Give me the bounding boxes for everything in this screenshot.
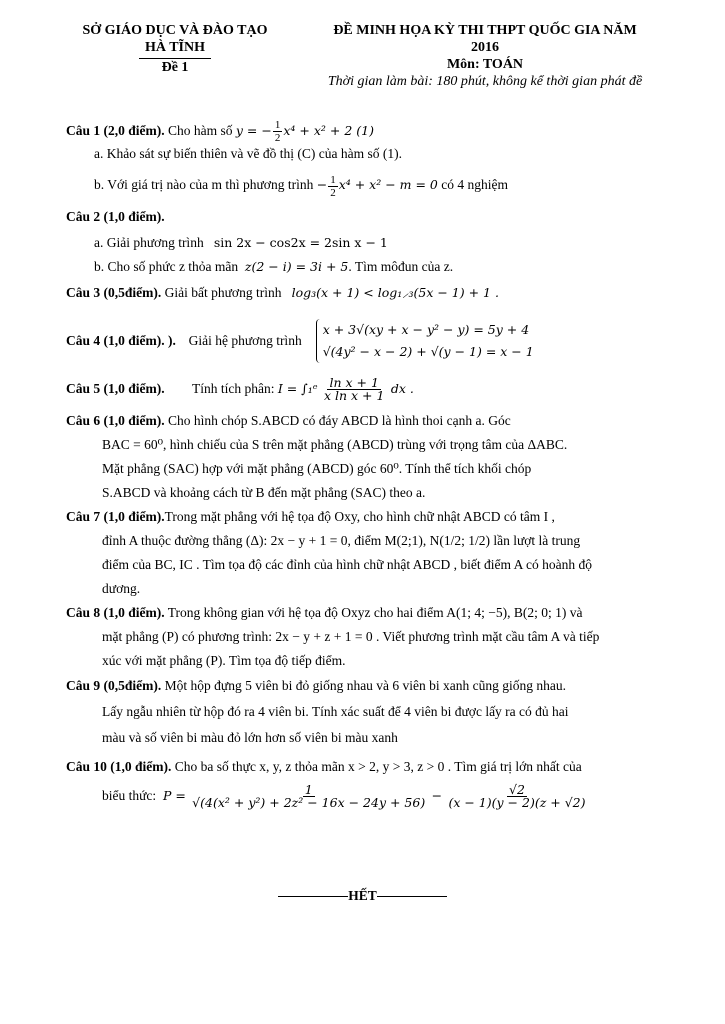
question-label: Câu 6 (1,0 điểm). xyxy=(66,412,165,428)
question-1: Câu 1 (2,0 điểm). Cho hàm số y = − $\frac{1}{2}$ x⁴ + x² + 2 (1) xyxy=(66,119,374,145)
question-text: S.ABCD và khoảng cách từ B đến mặt phẳng (SAC) theo a. xyxy=(102,484,426,500)
question-10 xyxy=(66,755,676,811)
question-label: Câu 9 (0,5điểm). xyxy=(66,677,162,693)
question-text: dương. xyxy=(102,580,141,596)
question-text: b. Với giá trị nào của m thì phương trình xyxy=(94,177,314,193)
question-text: Cho hình chóp S.ABCD có đáy ABCD là hình thoi cạnh a. Góc xyxy=(168,412,511,428)
question-text: Mặt phẳng (SAC) hợp với mặt phẳng (ABCD) góc 60⁰. Tính thể tích khối chóp xyxy=(102,460,532,476)
header-right xyxy=(300,22,670,90)
questions xyxy=(66,118,676,811)
question-text: Giải hệ phương trình xyxy=(188,332,302,348)
fraction-denominator: (x − 1)(y − 2)(z + √2) xyxy=(448,795,586,811)
question-2b xyxy=(66,257,676,277)
province-name: HÀ TĨNH xyxy=(139,39,211,59)
fraction-denominator: x ln x + 1 xyxy=(323,388,385,404)
question-text: điểm của BC, IC . Tìm tọa độ các đỉnh của hình chữ nhật ABCD , biết điểm A có hoành độ xyxy=(102,556,592,572)
question-6 xyxy=(66,409,676,505)
question-text: b. Cho số phức z thỏa mãn xyxy=(94,258,239,274)
question-2a xyxy=(66,233,676,253)
question-text: Cho ba số thực x, y, z thỏa mãn x > 2, y > 3, z > 0 . Tìm giá trị lớn nhất của xyxy=(174,758,582,774)
question-label: Câu 8 (1,0 điểm). xyxy=(66,604,165,620)
header-left xyxy=(60,22,290,76)
fraction-2 xyxy=(446,784,587,809)
formula: sin 2x − cos2x = 2sin x − 1 xyxy=(213,234,388,250)
formula: z(2 − i) = 3i + 5 xyxy=(244,258,349,274)
question-5 xyxy=(66,375,676,403)
question-text: xúc với mặt phẳng (P). Tìm tọa độ tiếp điểm. xyxy=(102,652,346,668)
question-3 xyxy=(66,281,676,305)
question-text: Tính tích phân: xyxy=(192,380,275,396)
question-4 xyxy=(66,319,676,363)
question-9 xyxy=(66,673,676,751)
fraction: $\frac{1}{2}$ xyxy=(330,173,336,199)
end-text: HẾT xyxy=(348,888,377,903)
formula: log₃(x + 1) < log₁⸝₃(5x − 1) + 1 . xyxy=(291,284,499,300)
formula: I = ∫₁ᵉ xyxy=(277,380,318,396)
question-label: Câu 4 (1,0 điểm). ). xyxy=(66,332,176,348)
end-marker xyxy=(0,888,725,904)
question-label: Câu 10 (1,0 điểm). xyxy=(66,758,172,774)
question-text: Lấy ngẫu nhiên từ hộp đó ra 4 viên bi. Tính xác suất để 4 viên bi được lấy ra có đủ hai xyxy=(102,703,569,719)
question-text: a. Giải phương trình xyxy=(94,234,204,250)
question-label: Câu 7 (1,0 điểm). xyxy=(66,508,165,524)
question-text: có 4 nghiệm xyxy=(441,177,509,193)
fraction-numerator: √2 xyxy=(509,782,525,798)
fraction-1 xyxy=(190,784,427,809)
formula: x⁴ + x² + 2 (1) xyxy=(283,123,374,138)
question-label: Câu 5 (1,0 điểm). xyxy=(66,380,165,396)
question-8 xyxy=(66,601,676,673)
fraction-denominator: √(4(x² + y²) + 2z² − 16x − 24y + 56) xyxy=(192,795,426,811)
fraction-numerator: 1 xyxy=(304,782,313,798)
question-text: màu và số viên bi màu đỏ lớn hơn số viên bi màu xanh xyxy=(102,729,398,745)
formula: dx . xyxy=(390,380,414,396)
department-name: SỞ GIÁO DỤC VÀ ĐÀO TẠO xyxy=(82,23,268,38)
question-2-label: Câu 2 (1,0 điểm). xyxy=(66,208,165,224)
integrand-fraction xyxy=(322,377,386,402)
divider xyxy=(278,896,348,897)
equation-system xyxy=(316,319,534,363)
question-text: BAC = 60⁰, hình chiếu của S trên mặt phẳng (ABCD) trùng với trọng tâm của ΔABC. xyxy=(102,436,568,452)
minus-sign: − xyxy=(431,787,443,803)
question-1b: b. Với giá trị nào của m thì phương trình − $\frac{1}{2}$ x⁴ + x² − m = 0 có 4 nghiệm xyxy=(94,173,509,199)
question-text: Trong không gian với hệ tọa độ Oxyz cho hai điểm A(1; 4; −5), B(2; 0; 1) và xyxy=(167,604,583,620)
question-text: Cho hàm số xyxy=(168,123,233,138)
equation-2: √(4y² − x − 2) + √(y − 1) = x − 1 xyxy=(322,343,534,359)
question-text: biểu thức: xyxy=(102,787,157,803)
time-limit: Thời gian làm bài: 180 phút, không kể thời gian phát đề xyxy=(327,74,643,89)
question-text: Giải bất phương trình xyxy=(164,284,282,300)
exam-year: 2016 xyxy=(471,40,499,55)
question-text: Một hộp đựng 5 viên bi đỏ giống nhau và 6 viên bi xanh cũng giống nhau. xyxy=(164,677,567,693)
question-text: mặt phẳng (P) có phương trình: 2x − y + z + 1 = 0 . Viết phương trình mặt cầu tâm A và tiếp xyxy=(102,628,600,644)
subject: Môn: TOÁN xyxy=(446,57,524,72)
equation-1: x + 3√(xy + x − y² − y) = 5y + 4 xyxy=(322,321,530,337)
question-text: Trong mặt phẳng với hệ tọa độ Oxy, cho hình chữ nhật ABCD có tâm I , xyxy=(164,508,555,524)
question-label: Câu 1 (2,0 điểm). xyxy=(66,123,165,138)
formula: P = xyxy=(162,787,186,803)
divider xyxy=(377,896,447,897)
fraction-numerator: ln x + 1 xyxy=(329,375,379,391)
question-label: Câu 3 (0,5điểm). xyxy=(66,284,162,300)
question-text: . Tìm môđun của z. xyxy=(348,258,454,274)
fraction: $\frac{1}{2}$ xyxy=(274,119,281,145)
expression-line xyxy=(66,781,676,811)
formula: x⁴ + x² − m = 0 xyxy=(338,177,438,193)
exam-code: Đề 1 xyxy=(161,60,189,75)
exam-title: ĐỀ MINH HỌA KỲ THI THPT QUỐC GIA NĂM xyxy=(333,23,637,38)
question-7 xyxy=(66,505,676,601)
question-text: đỉnh A thuộc đường thẳng (Δ): 2x − y + 1 = 0, điểm M(2;1), N(1/2; 1/2) lần lượt là trung xyxy=(102,532,581,548)
question-1a: a. Khảo sát sự biến thiên và vẽ đồ thị (C) của hàm số (1). xyxy=(94,146,402,162)
